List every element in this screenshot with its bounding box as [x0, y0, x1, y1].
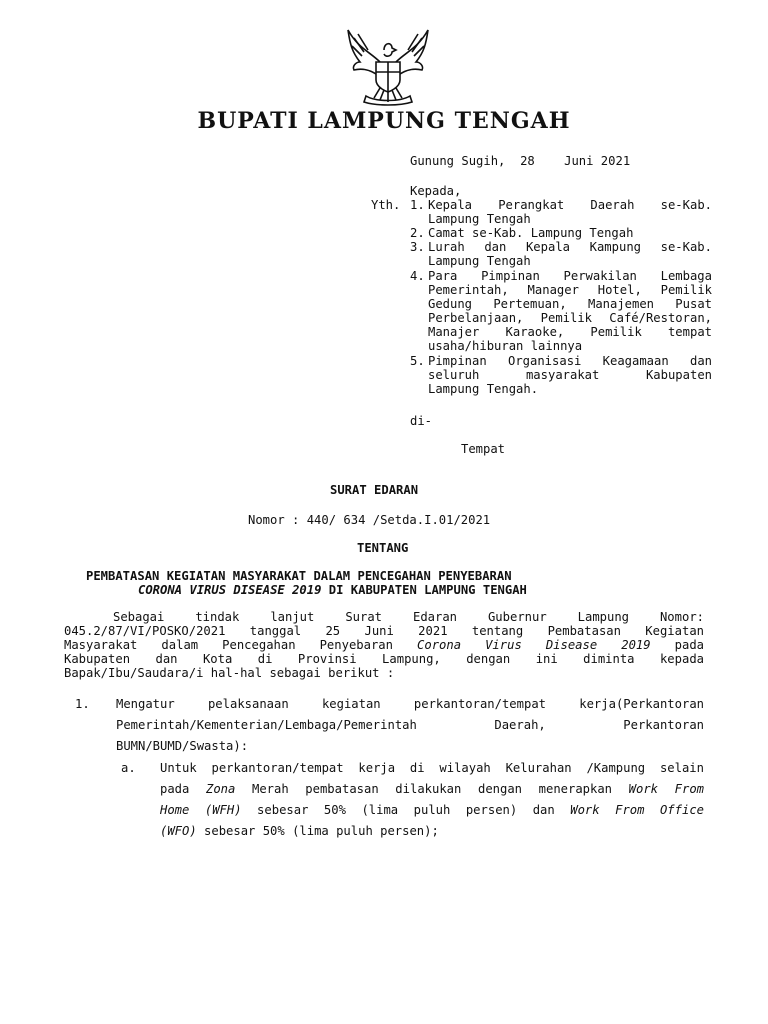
- addressee-line: Perbelanjaan, Pemilik Café/Restoran,: [428, 311, 712, 325]
- day: 28: [520, 154, 535, 168]
- addressee-line: Pimpinan Organisasi Keagamaan dan: [428, 354, 712, 368]
- addressee-line: Para Pimpinan Perwakilan Lembaga: [428, 269, 712, 283]
- kepada-label: Kepada,: [410, 184, 462, 198]
- addressee-line: Pemerintah, Manager Hotel, Pemilik: [428, 283, 712, 297]
- subpoint-italic: (WFO): [160, 824, 197, 838]
- subpoint-text: sebesar 50% (lima puluh persen);: [196, 824, 439, 838]
- place: Gunung Sugih,: [410, 154, 506, 168]
- subpoint-line: Untuk perkantoran/tempat kerja di wilayah Kelurahan /Kampung selain: [160, 761, 704, 775]
- subpoint-text: sebesar 50% (lima puluh persen) dan: [241, 803, 571, 817]
- subpoint-italic: Work From: [628, 782, 704, 796]
- intro-text: pada: [650, 638, 704, 652]
- addressee-line: usaha/hiburan lainnya: [428, 339, 583, 353]
- addressee-line: Camat se-Kab. Lampung Tengah: [428, 226, 634, 240]
- addressee-line: Lampung Tengah: [428, 212, 531, 226]
- intro-line: Kabupaten dan Kota di Provinsi Lampung, dengan ini diminta kepada: [64, 652, 704, 666]
- subject-italic: CORONA VIRUS DISEASE 2019: [138, 583, 322, 597]
- subject-line-2: [138, 583, 527, 598]
- point-line: Pemerintah/Kementerian/Lembaga/Pemerintah Daerah, Perkantoran: [116, 718, 704, 732]
- addressee-line: Lurah dan Kepala Kampung se-Kab.: [428, 240, 712, 254]
- letter-type: SURAT EDARAN: [330, 483, 419, 497]
- point-number: 1.: [75, 697, 90, 711]
- intro-line: Bapak/Ibu/Saudara/i hal-hal sebagai berikut :: [64, 666, 395, 680]
- addressee-num-2: 2.: [410, 226, 425, 240]
- addressee-line: seluruh masyarakat Kabupaten: [428, 368, 712, 382]
- di-label: di-: [410, 414, 433, 428]
- point-line: BUMN/BUMD/Swasta):: [116, 739, 249, 753]
- addressee-line: Lampung Tengah: [428, 254, 531, 268]
- addressee-line: Manajer Karaoke, Pemilik tempat: [428, 325, 712, 339]
- subpoint-line: [160, 803, 704, 818]
- yth-label: Yth.: [371, 198, 401, 212]
- addressee-num-5: 5.: [410, 354, 425, 368]
- subject-line-1: PEMBATASAN KEGIATAN MASYARAKAT DALAM PENCEGAHAN PENYEBARAN: [86, 569, 512, 583]
- addressee-num-4: 4.: [410, 269, 425, 283]
- point-line: Mengatur pelaksanaan kegiatan perkantoran/tempat kerja(Perkantoran: [116, 697, 704, 711]
- tempat-label: Tempat: [461, 442, 506, 456]
- addressee-line: Kepala Perangkat Daerah se-Kab.: [428, 198, 712, 212]
- subpoint-letter: a.: [121, 761, 136, 775]
- place-date: [410, 154, 630, 169]
- subpoint-italic: Home (WFH): [160, 803, 242, 817]
- nomor-value: : 440/ 634 /Setda.I.01/2021: [292, 513, 491, 527]
- intro-text: Masyarakat dalam Pencegahan Penyebaran: [64, 638, 418, 652]
- subpoint-text: Merah pembatasan dilakukan dengan menerapkan: [235, 782, 629, 796]
- subpoint-text: pada: [160, 782, 206, 796]
- subpoint-line: [160, 782, 704, 797]
- intro-line: [64, 638, 704, 653]
- addressee-num-1: 1.: [410, 198, 425, 212]
- subject-rest: DI KABUPATEN LAMPUNG TENGAH: [321, 583, 527, 597]
- garuda-emblem-icon: [340, 22, 436, 106]
- intro-line: 045.2/87/VI/POSKO/2021 tanggal 25 Juni 2021 tentang Pembatasan Kegiatan: [64, 624, 704, 638]
- subpoint-italic: Work From Office: [570, 803, 704, 817]
- addressee-line: Gedung Pertemuan, Manajemen Pusat: [428, 297, 712, 311]
- month-year: Juni 2021: [564, 154, 631, 168]
- intro-italic: Corona Virus Disease 2019: [417, 638, 651, 652]
- subpoint-line: [160, 824, 439, 839]
- nomor-label: Nomor: [248, 513, 285, 527]
- page-title: BUPATI LAMPUNG TENGAH: [197, 108, 571, 134]
- subpoint-italic: Zona: [205, 782, 236, 796]
- intro-line: Sebagai tindak lanjut Surat Edaran Gubernur Lampung Nomor:: [113, 610, 704, 624]
- addressee-line: Lampung Tengah.: [428, 382, 539, 396]
- addressee-num-3: 3.: [410, 240, 425, 254]
- tentang-heading: TENTANG: [357, 541, 409, 555]
- letter-number: [248, 513, 490, 528]
